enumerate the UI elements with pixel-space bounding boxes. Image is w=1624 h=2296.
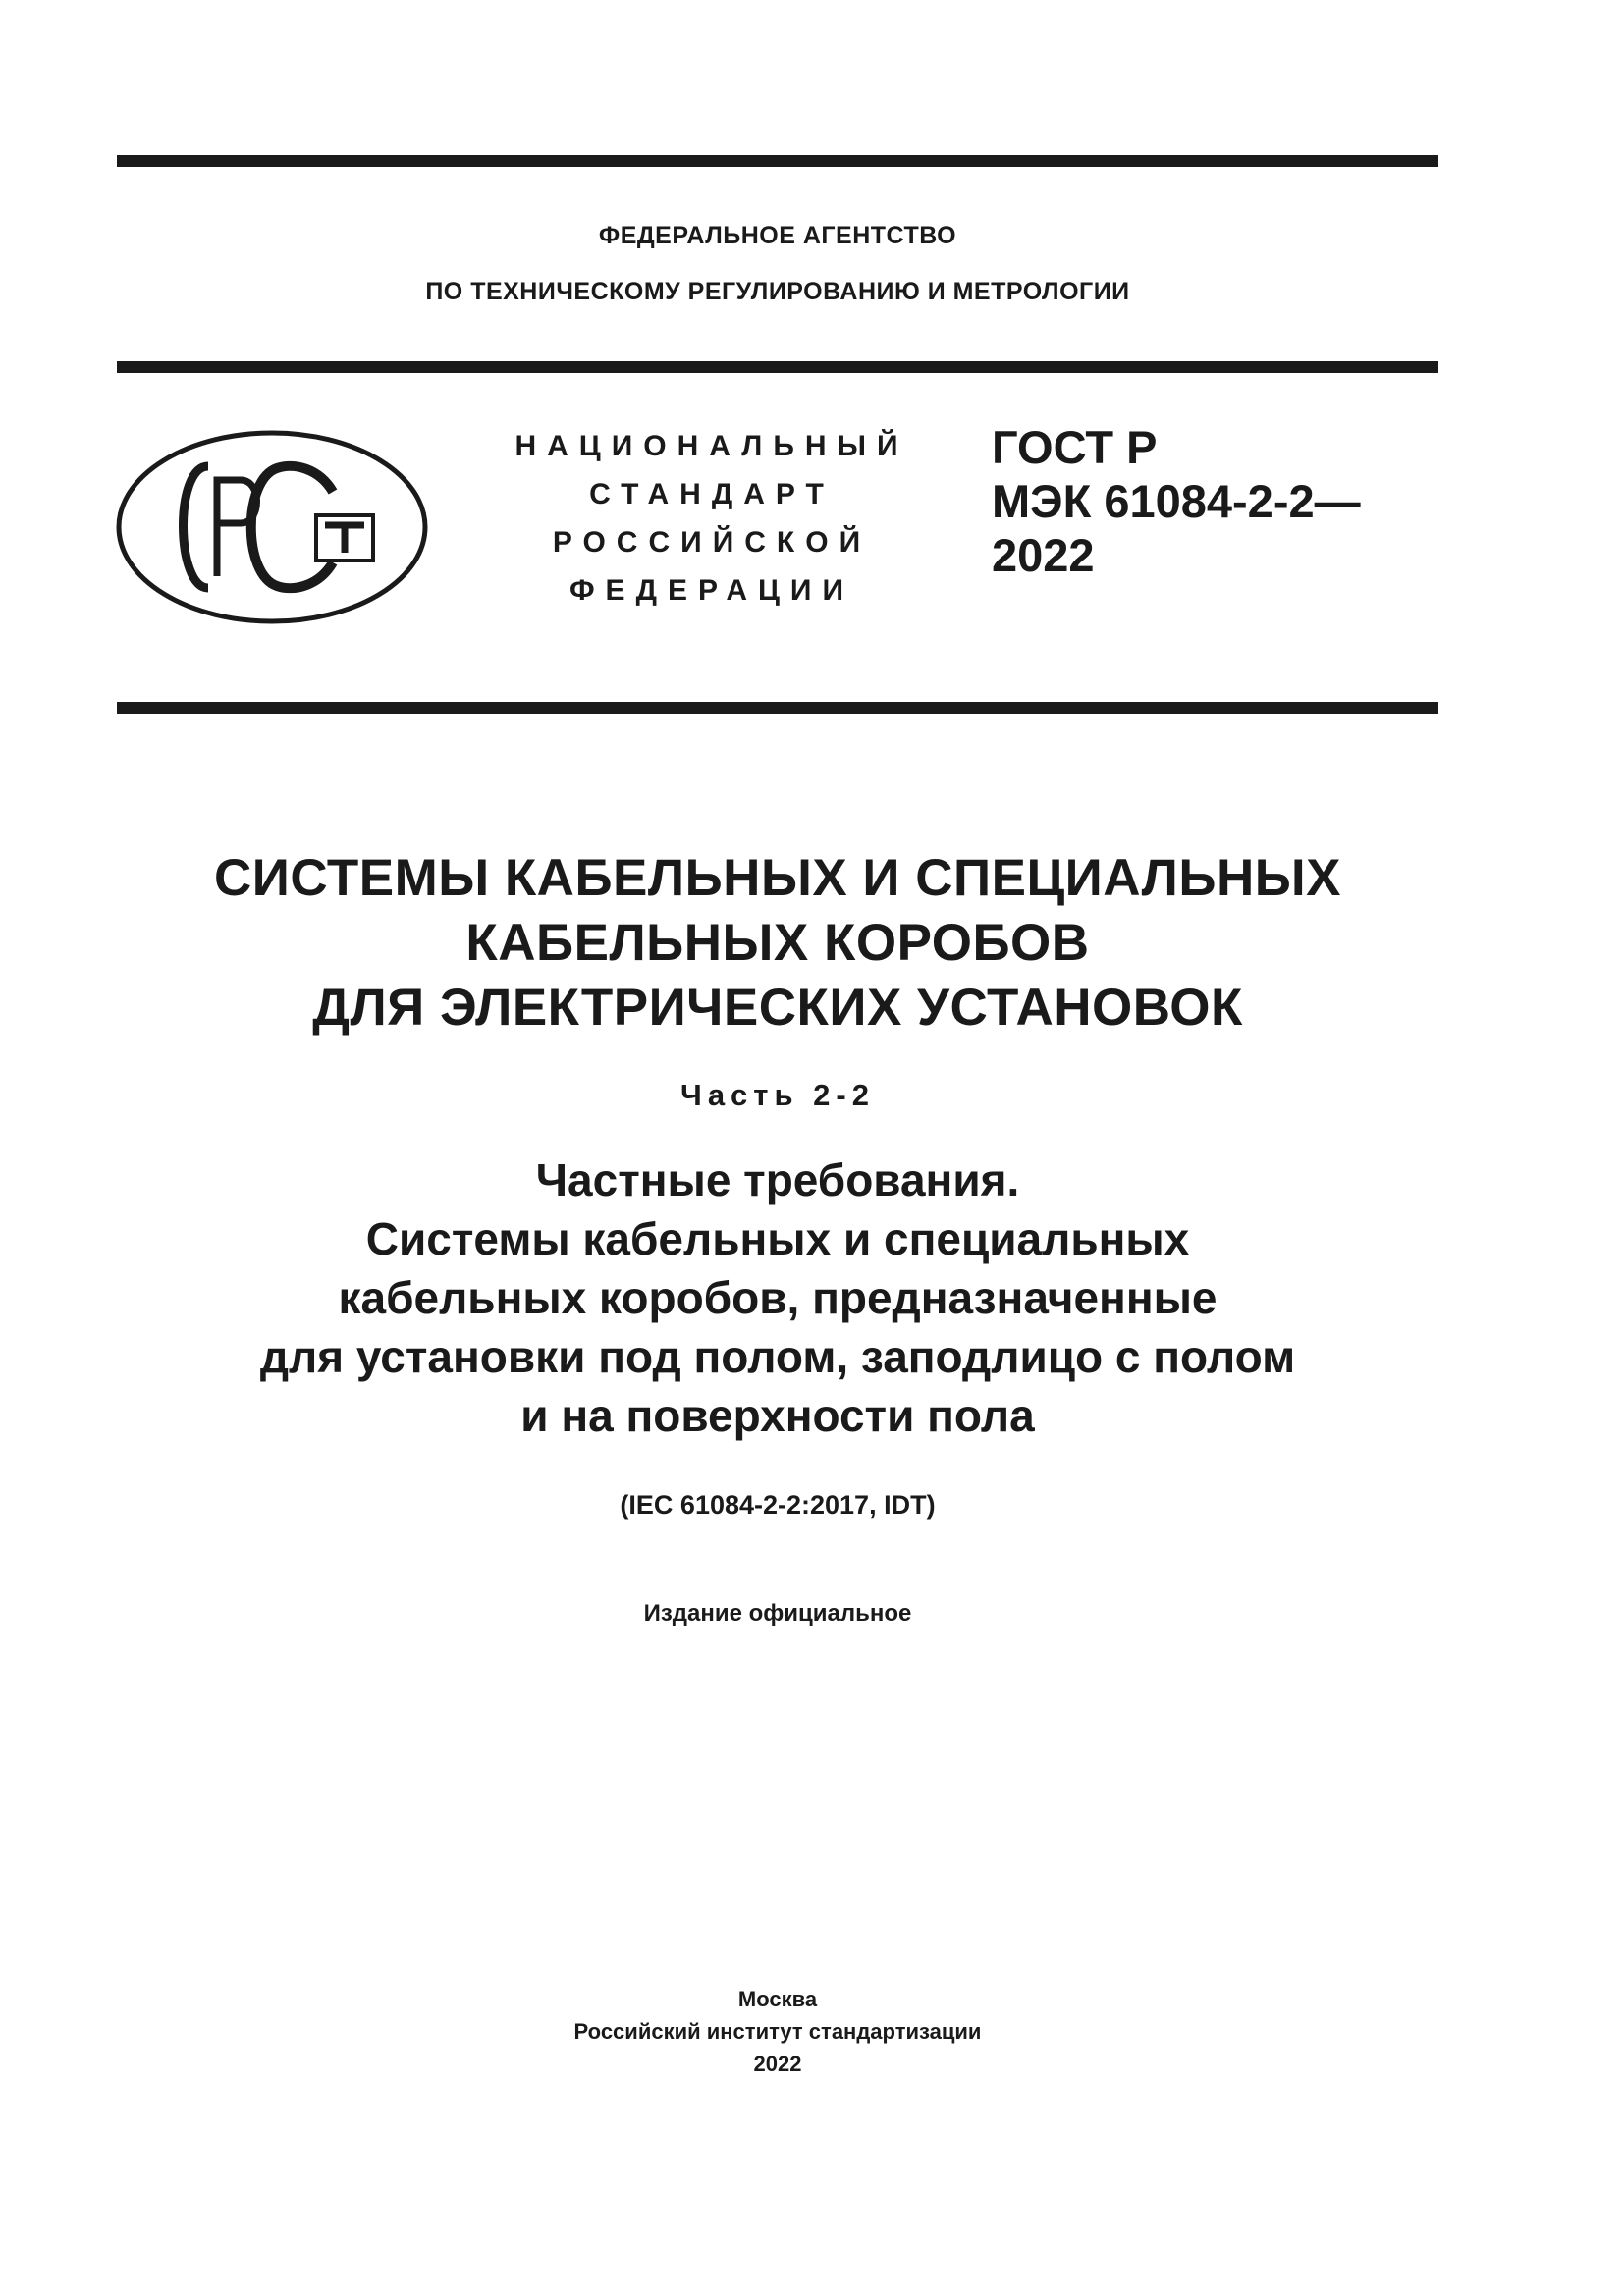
national-standard-line: РОССИЙСКОЙ xyxy=(552,526,872,559)
publisher-block xyxy=(117,1983,1438,2080)
subtitle-line: кабельных коробов, предназначенные xyxy=(338,1272,1218,1323)
designation-line: МЭК 61084-2-2— xyxy=(992,475,1361,527)
designation-line: ГОСТ Р xyxy=(992,421,1158,473)
document-title xyxy=(117,846,1438,1041)
subtitle-line: Системы кабельных и специальных xyxy=(365,1213,1190,1264)
publisher-city: Москва xyxy=(737,1987,818,2011)
national-standard-line: СТАНДАРТ xyxy=(589,478,835,510)
agency-line-2: ПО ТЕХНИЧЕСКОМУ РЕГУЛИРОВАНИЮ И МЕТРОЛОГИИ xyxy=(425,278,1130,305)
rst-certification-mark-icon xyxy=(115,429,429,625)
title-line: ДЛЯ ЭЛЕКТРИЧЕСКИХ УСТАНОВОК xyxy=(312,979,1243,1037)
logo-rule xyxy=(117,702,1438,714)
title-line: СИСТЕМЫ КАБЕЛЬНЫХ И СПЕЦИАЛЬНЫХ xyxy=(214,849,1341,907)
national-standard-block xyxy=(471,422,952,614)
publisher-institute: Российский институт стандартизации xyxy=(573,2019,982,2044)
standard-designation xyxy=(992,420,1361,582)
part-label: Часть 2-2 xyxy=(680,1078,875,1112)
publisher-year: 2022 xyxy=(753,2052,802,2076)
title-line: КАБЕЛЬНЫХ КОРОБОВ xyxy=(465,914,1090,972)
designation-line: 2022 xyxy=(992,529,1095,581)
header-rule xyxy=(117,361,1438,373)
subtitle-line: Частные требования. xyxy=(535,1154,1020,1205)
national-standard-line: НАЦИОНАЛЬНЫЙ xyxy=(514,430,909,462)
edition-label: Издание официальное xyxy=(643,1600,912,1627)
national-standard-line: ФЕДЕРАЦИИ xyxy=(568,574,855,607)
top-rule xyxy=(117,155,1438,167)
agency-line-1: ФЕДЕРАЛЬНОЕ АГЕНТСТВО xyxy=(598,222,957,249)
subtitle-line: для установки под полом, заподлицо с полом xyxy=(259,1331,1296,1382)
subtitle-line: и на поверхности пола xyxy=(520,1390,1035,1441)
iec-reference: (IEC 61084-2-2:2017, IDT) xyxy=(620,1490,936,1520)
document-subtitle xyxy=(117,1150,1438,1445)
